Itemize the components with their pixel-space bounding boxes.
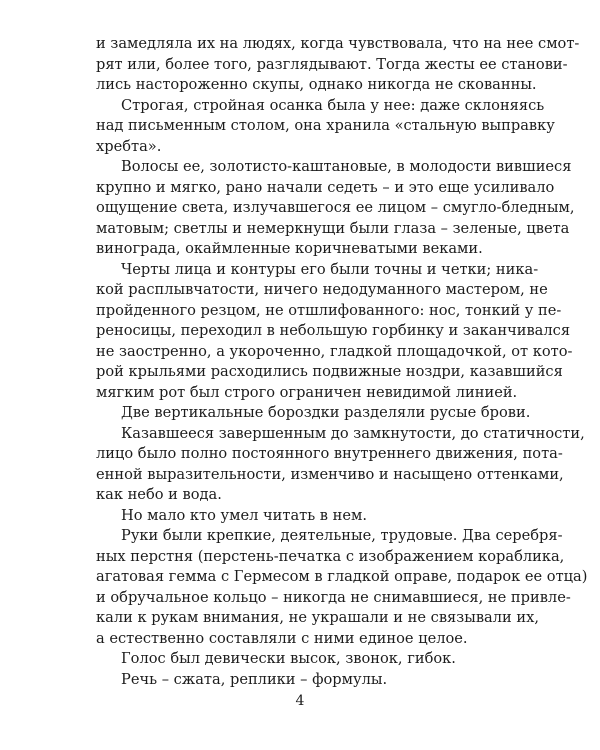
text-line: над письменным столом, она хранила «стальную выправку xyxy=(96,117,555,134)
text-line: Две вертикальные бороздки разделяли русые брови. xyxy=(121,404,531,421)
text-line: рят или, более того, разглядывают. Тогда жесты ее станови- xyxy=(96,55,568,73)
text-line: хребта». xyxy=(96,137,162,155)
text-line: как небо и вода. xyxy=(96,486,222,503)
text-line: а естественно составляли с ними единое целое. xyxy=(96,629,468,647)
text-line: пройденного резцом, не отшлифованного: нос, тонкий у пе- xyxy=(96,301,562,319)
text-line: лицо было полно постоянного внутреннего движения, пота- xyxy=(96,445,563,462)
text-line: рой крыльями расходились подвижные ноздри, казавшийся xyxy=(96,363,563,380)
text-line: Руки были крепкие, деятельные, трудовые. Два серебря- xyxy=(121,527,563,544)
text-block xyxy=(96,34,588,690)
text-line: Строгая, стройная осанка была у нее: даже склоняясь xyxy=(121,96,545,114)
text-line: Голос был девически высок, звонок, гибок. xyxy=(121,650,456,667)
text-line: реносицы, переходил в небольшую горбинку и заканчивался xyxy=(96,322,571,339)
text-line: лись настороженно скупы, однако никогда не скованны. xyxy=(96,76,537,93)
page-number: 4 xyxy=(295,693,305,709)
text-line: Черты лица и контуры его были точны и четки; ника- xyxy=(121,260,539,278)
text-line: агатовая гемма с Гермесом в гладкой оправе, подарок ее отца) xyxy=(96,568,588,585)
text-line: ных перстня (перстень-печатка с изображением кораблика, xyxy=(96,547,565,565)
text-line: и обручальное кольцо – никогда не снимавшиеся, не привле- xyxy=(96,588,571,606)
text-line: не заостренно, а укороченно, гладкой площадочкой, от кото- xyxy=(96,342,573,360)
text-line: матовым; светлы и немеркнущи были глаза – зеленые, цвета xyxy=(96,219,570,237)
text-line: ощущение света, излучавшегося ее лицом – смугло-бледным, xyxy=(96,199,575,216)
text-line: Казавшееся завершенным до замкнутости, до статичности, xyxy=(121,424,585,442)
text-line: Но мало кто умел читать в нем. xyxy=(121,506,368,524)
text-line: кали к рукам внимания, не украшали и не связывали их, xyxy=(96,609,539,626)
text-line: винограда, окаймленные коричневатыми веками. xyxy=(96,240,483,257)
text-line: Волосы ее, золотисто-каштановые, в молодости вившиеся xyxy=(121,158,572,175)
text-line: кой расплывчатости, ничего недодуманного мастером, не xyxy=(96,281,548,298)
text-line: мягким рот был строго ограничен невидимой линией. xyxy=(96,383,518,401)
text-line: и замедляла их на людях, когда чувствовала, что на нее смот- xyxy=(96,35,580,52)
text-line: енной выразительности, изменчиво и насыщено оттенками, xyxy=(96,465,564,483)
text-line: крупно и мягко, рано начали седеть – и это еще усиливало xyxy=(96,178,555,196)
text-line: Речь – сжата, реплики – формулы. xyxy=(121,670,388,688)
